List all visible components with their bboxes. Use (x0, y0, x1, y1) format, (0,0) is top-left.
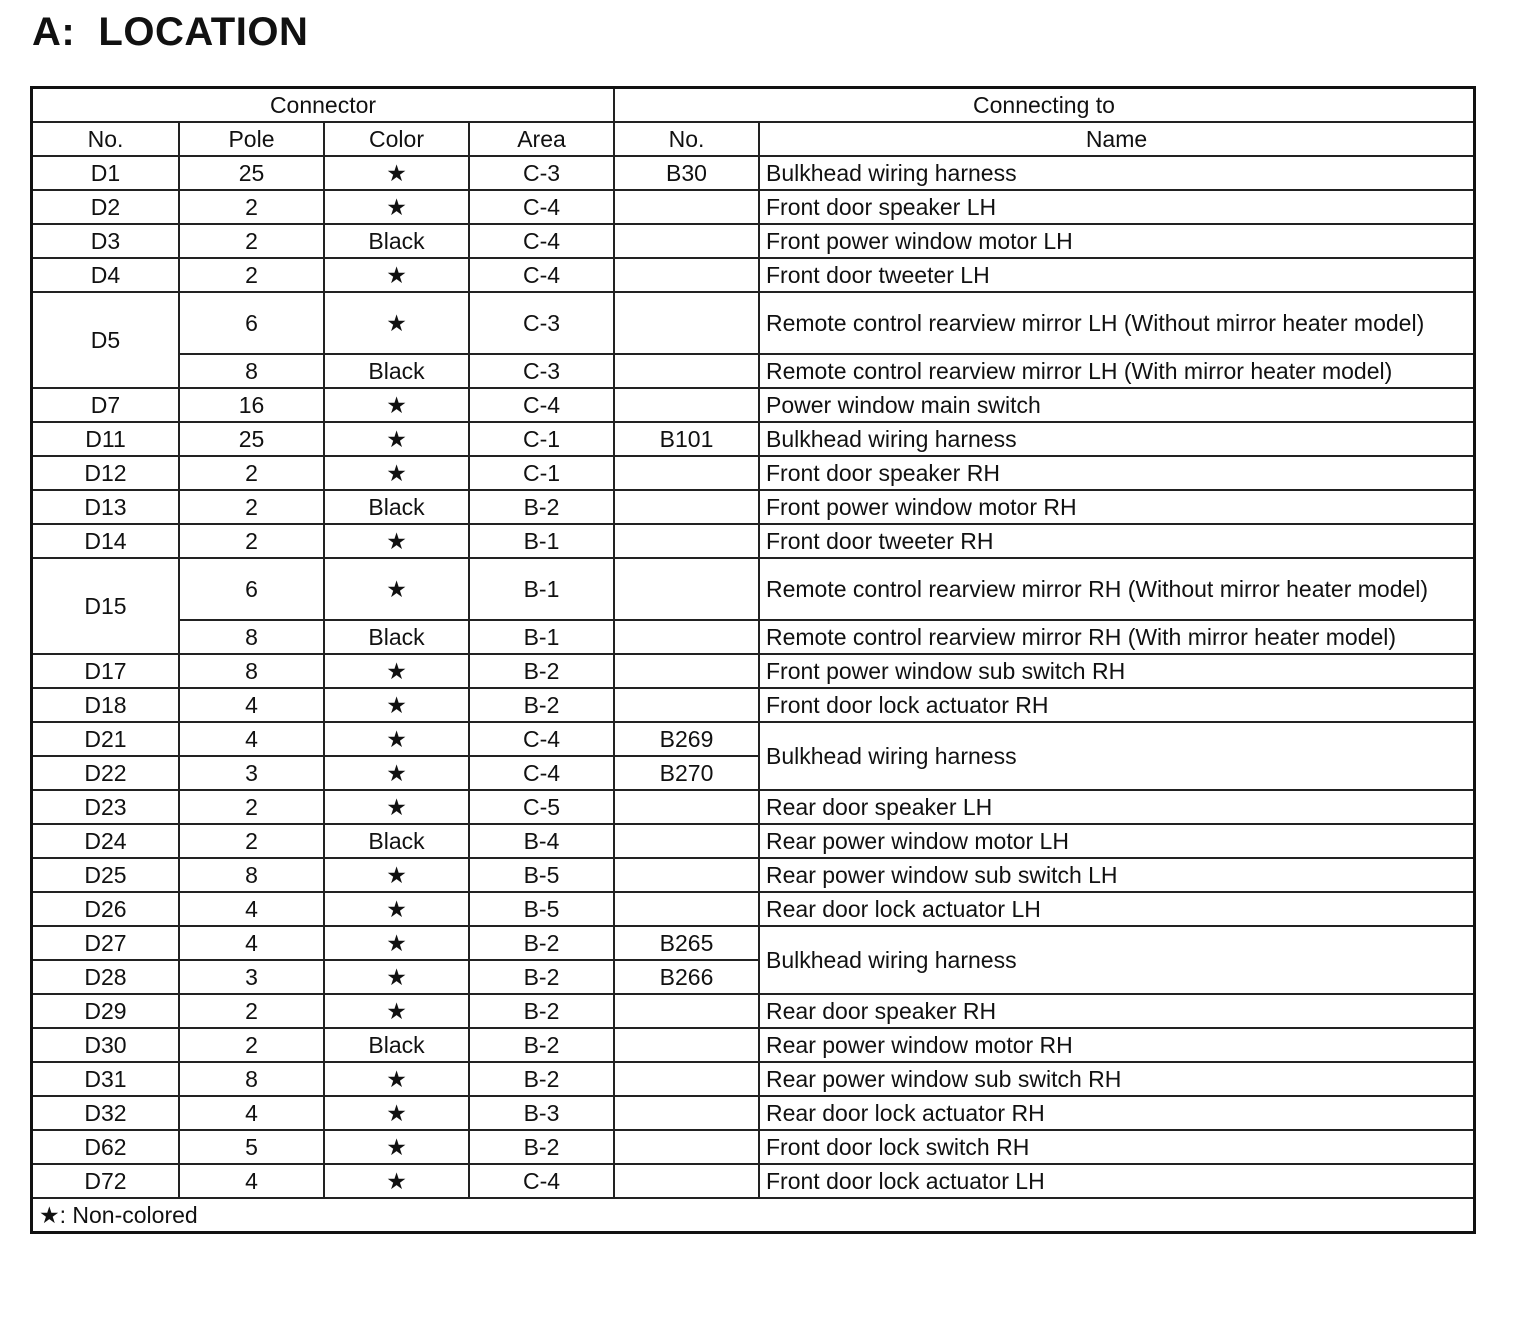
footnote-row (33, 1198, 1473, 1231)
area-cell: C-3 (469, 292, 614, 354)
connector-no-cell: D13 (33, 490, 179, 524)
connecting-name-cell: Remote control rearview mirror LH (With mirror heater model) (759, 354, 1473, 388)
color-cell: ★ (324, 654, 469, 688)
area-cell: C-1 (469, 422, 614, 456)
table-row (33, 354, 1473, 388)
color-cell: Black (324, 620, 469, 654)
connector-no-cell: D31 (33, 1062, 179, 1096)
connecting-no-cell (614, 456, 759, 490)
connecting-name-cell: Power window main switch (759, 388, 1473, 422)
connecting-name-cell: Remote control rearview mirror RH (With mirror heater model) (759, 620, 1473, 654)
color-cell: ★ (324, 524, 469, 558)
color-cell: ★ (324, 456, 469, 490)
pole-cell: 2 (179, 224, 324, 258)
color-cell: ★ (324, 156, 469, 190)
page-title: A: LOCATION (32, 10, 309, 54)
connector-no-cell: D25 (33, 858, 179, 892)
table-row (33, 190, 1473, 224)
connecting-no-cell (614, 490, 759, 524)
pole-cell: 8 (179, 858, 324, 892)
pole-cell: 4 (179, 1164, 324, 1198)
connecting-no-cell (614, 292, 759, 354)
connecting-no-cell (614, 524, 759, 558)
area-cell: C-3 (469, 156, 614, 190)
connector-no-cell: D11 (33, 422, 179, 456)
connecting-name-cell: Front door speaker LH (759, 190, 1473, 224)
area-cell: B-5 (469, 892, 614, 926)
col-header-connecting-no: No. (614, 122, 759, 156)
connecting-no-cell: B30 (614, 156, 759, 190)
footnote: ★: Non-colored (33, 1198, 1473, 1231)
area-cell: B-2 (469, 960, 614, 994)
table-row (33, 892, 1473, 926)
connector-no-cell: D29 (33, 994, 179, 1028)
pole-cell: 2 (179, 824, 324, 858)
connecting-no-cell (614, 1028, 759, 1062)
pole-cell: 4 (179, 722, 324, 756)
table-row (33, 824, 1473, 858)
connecting-name-cell: Rear power window sub switch RH (759, 1062, 1473, 1096)
table-row (33, 456, 1473, 490)
connecting-no-cell (614, 258, 759, 292)
connector-no-cell: D23 (33, 790, 179, 824)
connector-no-cell: D2 (33, 190, 179, 224)
area-cell: C-4 (469, 756, 614, 790)
connecting-name-cell: Rear door lock actuator RH (759, 1096, 1473, 1130)
pole-cell: 6 (179, 292, 324, 354)
color-cell: Black (324, 490, 469, 524)
connector-no-cell: D12 (33, 456, 179, 490)
connecting-name-cell: Front power window sub switch RH (759, 654, 1473, 688)
connecting-to-group-header: Connecting to (614, 89, 1473, 122)
table-row (33, 258, 1473, 292)
connector-no-cell: D14 (33, 524, 179, 558)
color-cell: Black (324, 1028, 469, 1062)
connecting-name-cell: Bulkhead wiring harness (759, 926, 1473, 994)
color-cell: ★ (324, 1164, 469, 1198)
connecting-no-cell (614, 190, 759, 224)
connecting-no-cell (614, 790, 759, 824)
table-row (33, 292, 1473, 354)
pole-cell: 8 (179, 1062, 324, 1096)
area-cell: B-1 (469, 620, 614, 654)
connecting-no-cell (614, 824, 759, 858)
connecting-name-cell: Rear power window motor RH (759, 1028, 1473, 1062)
color-cell: ★ (324, 1096, 469, 1130)
connecting-name-cell: Bulkhead wiring harness (759, 422, 1473, 456)
table-row (33, 620, 1473, 654)
connector-no-cell: D26 (33, 892, 179, 926)
pole-cell: 25 (179, 422, 324, 456)
connecting-name-cell: Bulkhead wiring harness (759, 722, 1473, 790)
area-cell: B-2 (469, 654, 614, 688)
pole-cell: 2 (179, 994, 324, 1028)
col-header-area: Area (469, 122, 614, 156)
connector-no-cell: D1 (33, 156, 179, 190)
area-cell: C-4 (469, 224, 614, 258)
color-cell: ★ (324, 994, 469, 1028)
pole-cell: 4 (179, 892, 324, 926)
connecting-no-cell (614, 858, 759, 892)
connecting-no-cell (614, 388, 759, 422)
connector-group-header: Connector (33, 89, 614, 122)
pole-cell: 2 (179, 1028, 324, 1062)
area-cell: B-2 (469, 994, 614, 1028)
area-cell: C-4 (469, 258, 614, 292)
table-row (33, 858, 1473, 892)
color-cell: Black (324, 354, 469, 388)
connector-no-cell: D4 (33, 258, 179, 292)
connecting-no-cell: B101 (614, 422, 759, 456)
table-row (33, 994, 1473, 1028)
area-cell: B-2 (469, 926, 614, 960)
connector-no-cell: D7 (33, 388, 179, 422)
pole-cell: 5 (179, 1130, 324, 1164)
area-cell: C-4 (469, 1164, 614, 1198)
table-row (33, 790, 1473, 824)
table-row (33, 722, 1473, 756)
connecting-name-cell: Bulkhead wiring harness (759, 156, 1473, 190)
table-row (33, 388, 1473, 422)
color-cell: ★ (324, 960, 469, 994)
color-cell: ★ (324, 190, 469, 224)
area-cell: C-1 (469, 456, 614, 490)
connector-no-cell: D27 (33, 926, 179, 960)
color-cell: ★ (324, 722, 469, 756)
connecting-name-cell: Front door lock actuator RH (759, 688, 1473, 722)
table-row (33, 1096, 1473, 1130)
connecting-no-cell (614, 1164, 759, 1198)
pole-cell: 2 (179, 490, 324, 524)
color-cell: ★ (324, 688, 469, 722)
connecting-name-cell: Rear power window motor LH (759, 824, 1473, 858)
connecting-name-cell: Front door tweeter RH (759, 524, 1473, 558)
connecting-name-cell: Front door lock switch RH (759, 1130, 1473, 1164)
table-row (33, 224, 1473, 258)
color-cell: ★ (324, 858, 469, 892)
pole-cell: 2 (179, 456, 324, 490)
table-row (33, 422, 1473, 456)
color-cell: ★ (324, 558, 469, 620)
connector-no-cell: D30 (33, 1028, 179, 1062)
connector-no-cell: D22 (33, 756, 179, 790)
column-header-row (33, 122, 1473, 156)
group-header-row (33, 89, 1473, 122)
area-cell: B-1 (469, 524, 614, 558)
connecting-name-cell: Rear door lock actuator LH (759, 892, 1473, 926)
area-cell: C-5 (469, 790, 614, 824)
area-cell: C-4 (469, 388, 614, 422)
table-row (33, 1028, 1473, 1062)
area-cell: B-1 (469, 558, 614, 620)
color-cell: ★ (324, 388, 469, 422)
color-cell: ★ (324, 1062, 469, 1096)
connector-no-cell: D72 (33, 1164, 179, 1198)
connecting-no-cell (614, 354, 759, 388)
color-cell: ★ (324, 790, 469, 824)
area-cell: B-4 (469, 824, 614, 858)
table-row (33, 926, 1473, 960)
location-table (33, 89, 1473, 1231)
connecting-no-cell (614, 1096, 759, 1130)
connector-no-cell: D32 (33, 1096, 179, 1130)
table-row (33, 1164, 1473, 1198)
pole-cell: 2 (179, 790, 324, 824)
pole-cell: 4 (179, 1096, 324, 1130)
table-row (33, 156, 1473, 190)
pole-cell: 3 (179, 960, 324, 994)
area-cell: B-2 (469, 1130, 614, 1164)
connecting-no-cell (614, 994, 759, 1028)
location-table-frame (30, 86, 1476, 1234)
pole-cell: 16 (179, 388, 324, 422)
pole-cell: 25 (179, 156, 324, 190)
connecting-no-cell: B265 (614, 926, 759, 960)
connector-no-cell: D24 (33, 824, 179, 858)
connecting-no-cell (614, 892, 759, 926)
connecting-name-cell: Rear power window sub switch LH (759, 858, 1473, 892)
pole-cell: 8 (179, 620, 324, 654)
area-cell: B-2 (469, 1028, 614, 1062)
area-cell: B-5 (469, 858, 614, 892)
connector-no-cell: D62 (33, 1130, 179, 1164)
table-row (33, 1062, 1473, 1096)
connector-no-cell: D5 (33, 292, 179, 388)
pole-cell: 8 (179, 354, 324, 388)
table-row (33, 688, 1473, 722)
connecting-no-cell: B269 (614, 722, 759, 756)
table-row (33, 1130, 1473, 1164)
area-cell: C-4 (469, 190, 614, 224)
area-cell: B-2 (469, 688, 614, 722)
pole-cell: 8 (179, 654, 324, 688)
connecting-no-cell (614, 620, 759, 654)
area-cell: C-3 (469, 354, 614, 388)
connecting-name-cell: Remote control rearview mirror LH (Without mirror heater model) (759, 292, 1473, 354)
connecting-no-cell (614, 1130, 759, 1164)
connector-no-cell: D28 (33, 960, 179, 994)
area-cell: B-2 (469, 1062, 614, 1096)
connector-no-cell: D15 (33, 558, 179, 654)
color-cell: ★ (324, 756, 469, 790)
color-cell: ★ (324, 926, 469, 960)
connecting-name-cell: Front power window motor RH (759, 490, 1473, 524)
connecting-name-cell: Remote control rearview mirror RH (Without mirror heater model) (759, 558, 1473, 620)
connecting-no-cell: B270 (614, 756, 759, 790)
color-cell: ★ (324, 422, 469, 456)
pole-cell: 4 (179, 688, 324, 722)
area-cell: B-3 (469, 1096, 614, 1130)
connecting-no-cell (614, 224, 759, 258)
connector-no-cell: D17 (33, 654, 179, 688)
table-row (33, 558, 1473, 620)
pole-cell: 2 (179, 258, 324, 292)
connecting-name-cell: Front door speaker RH (759, 456, 1473, 490)
connector-no-cell: D18 (33, 688, 179, 722)
connecting-name-cell: Front door lock actuator LH (759, 1164, 1473, 1198)
color-cell: ★ (324, 892, 469, 926)
pole-cell: 4 (179, 926, 324, 960)
color-cell: Black (324, 224, 469, 258)
color-cell: ★ (324, 292, 469, 354)
table-row (33, 524, 1473, 558)
area-cell: B-2 (469, 490, 614, 524)
area-cell: C-4 (469, 722, 614, 756)
table-row (33, 654, 1473, 688)
connecting-no-cell (614, 688, 759, 722)
connecting-name-cell: Front door tweeter LH (759, 258, 1473, 292)
connecting-no-cell (614, 558, 759, 620)
pole-cell: 2 (179, 190, 324, 224)
connecting-no-cell (614, 1062, 759, 1096)
connecting-name-cell: Rear door speaker LH (759, 790, 1473, 824)
pole-cell: 6 (179, 558, 324, 620)
color-cell: Black (324, 824, 469, 858)
col-header-color: Color (324, 122, 469, 156)
col-header-no: No. (33, 122, 179, 156)
pole-cell: 2 (179, 524, 324, 558)
table-row (33, 490, 1473, 524)
connecting-name-cell: Front power window motor LH (759, 224, 1473, 258)
table-body (33, 156, 1473, 1198)
connector-no-cell: D21 (33, 722, 179, 756)
color-cell: ★ (324, 1130, 469, 1164)
connecting-no-cell: B266 (614, 960, 759, 994)
col-header-pole: Pole (179, 122, 324, 156)
connecting-no-cell (614, 654, 759, 688)
connecting-name-cell: Rear door speaker RH (759, 994, 1473, 1028)
col-header-name: Name (759, 122, 1473, 156)
color-cell: ★ (324, 258, 469, 292)
connector-no-cell: D3 (33, 224, 179, 258)
pole-cell: 3 (179, 756, 324, 790)
